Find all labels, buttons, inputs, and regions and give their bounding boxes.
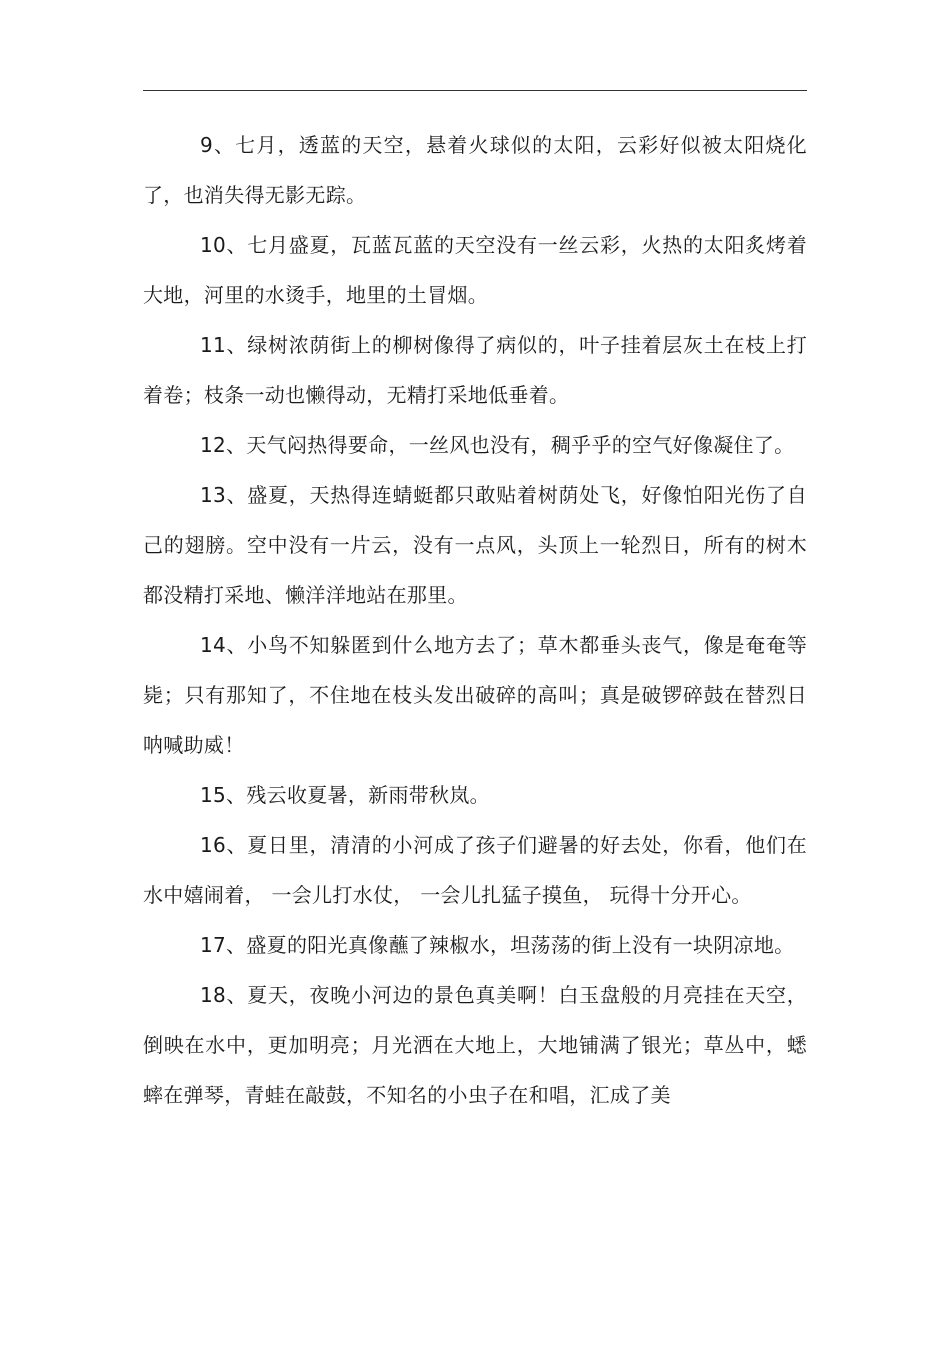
paragraph-15: 15、残云收夏暑，新雨带秋岚。 bbox=[200, 783, 490, 807]
header-rule bbox=[143, 90, 807, 91]
paragraph-18: 18、夏天，夜晚小河边的景色真美啊！白玉盘般的月亮挂在天空，倒映在水中，更加明亮；月光洒在大地上，大地铺满了银光；草丛中，蟋蟀在弹琴，青蛙在敲鼓，不知名的小虫子在和唱，汇成了美 bbox=[143, 983, 807, 1107]
paragraph-9: 9、七月，透蓝的天空，悬着火球似的太阳，云彩好似被太阳烧化了，也消失得无影无踪。 bbox=[143, 133, 807, 207]
paragraph-12: 12、天气闷热得要命，一丝风也没有，稠乎乎的空气好像凝住了。 bbox=[200, 433, 795, 457]
paragraph-11: 11、绿树浓荫街上的柳树像得了病似的，叶子挂着层灰土在枝上打着卷；枝条一动也懒得动，无精打采地低垂着。 bbox=[143, 333, 807, 407]
paragraph-10: 10、七月盛夏，瓦蓝瓦蓝的天空没有一丝云彩，火热的太阳炙烤着大地，河里的水烫手，地里的土冒烟。 bbox=[143, 233, 807, 307]
paragraph-16: 16、夏日里，清清的小河成了孩子们避暑的好去处，你看，他们在水中嬉闹着， 一会儿打水仗， 一会儿扎猛子摸鱼， 玩得十分开心。 bbox=[143, 833, 807, 907]
paragraph-17: 17、盛夏的阳光真像蘸了辣椒水，坦荡荡的街上没有一块阴凉地。 bbox=[200, 933, 795, 957]
document-body bbox=[143, 120, 807, 1120]
paragraph-13: 13、盛夏，天热得连蜻蜓都只敢贴着树荫处飞，好像怕阳光伤了自己的翅膀。空中没有一片云，没有一点风，头顶上一轮烈日，所有的树木都没精打采地、懒洋洋地站在那里。 bbox=[143, 483, 807, 607]
paragraph-14: 14、小鸟不知躲匿到什么地方去了；草木都垂头丧气，像是奄奄等毙；只有那知了，不住地在枝头发出破碎的高叫；真是破锣碎鼓在替烈日呐喊助威！ bbox=[143, 633, 807, 757]
